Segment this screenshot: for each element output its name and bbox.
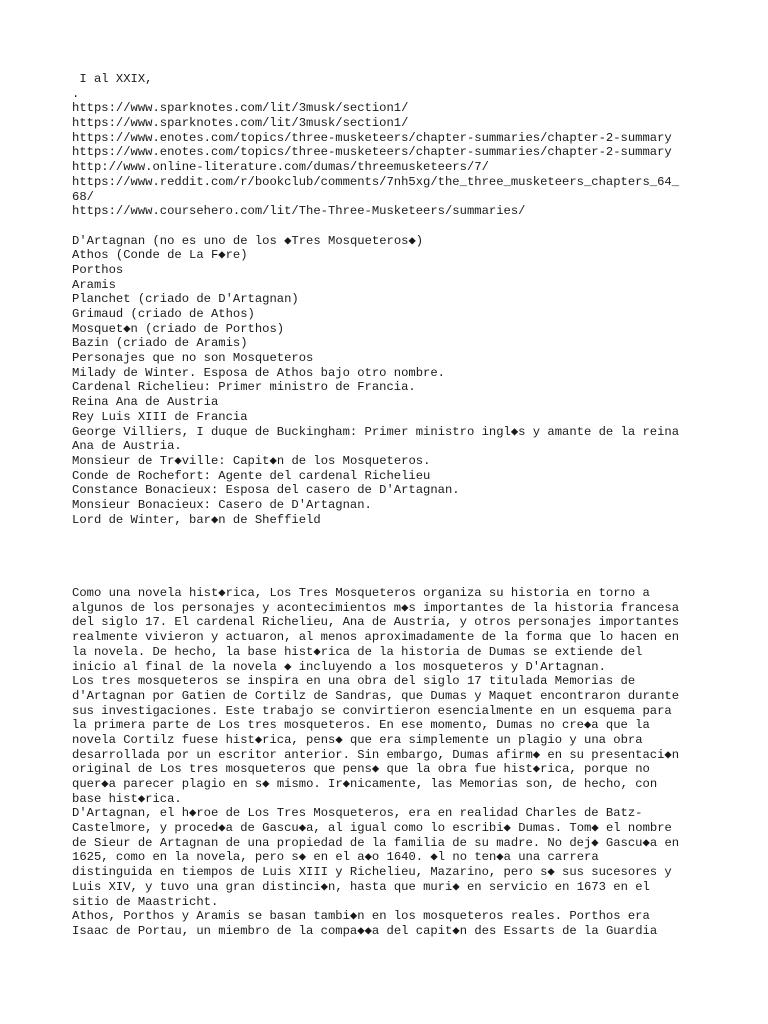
character-line: Reina Ana de Austria [72, 395, 219, 410]
body-line: sus investigaciones. Este trabajo se convirtieron esencialmente en un esquema para [72, 703, 672, 718]
link-line: https://www.reddit.com/r/bookclub/comments/7nh5xg/the_three_musketeers_chapters_64_ [72, 174, 680, 189]
header-block [72, 72, 732, 101]
character-line: Monsieur de Tr◆ville: Capit◆n de los Mosqueteros. [72, 453, 431, 468]
character-line: Planchet (criado de D'Artagnan) [72, 292, 299, 307]
character-line: Cardenal Richelieu: Primer ministro de Francia. [72, 380, 416, 395]
body-line: inicio al final de la novela ◆ incluyendo a los mosqueteros y D'Artagnan. [72, 659, 606, 674]
body-line: Castelmore, y proced◆a de Gascu◆a, al igual como lo escribi◆ Dumas. Tom◆ el nombre [72, 821, 672, 836]
body-line: distinguida en tiempos de Luis XIII y Richelieu, Mazarino, pero s◆ sus sucesores y [72, 865, 672, 880]
link-line: https://www.coursehero.com/lit/The-Three-Musketeers/summaries/ [72, 204, 526, 219]
character-line: George Villiers, I duque de Buckingham: Primer ministro ingl◆s y amante de la reina [72, 424, 680, 439]
body-line: algunos de los personajes y acontecimientos m◆s importantes de la historia francesa [72, 600, 680, 615]
character-line: D'Artagnan (no es uno de los ◆Tres Mosqueteros◆) [72, 233, 424, 248]
body-line: novela Cortilz fuese hist◆rica, pens◆ que era simplemente un plagio y una obra [72, 732, 643, 747]
character-line: Aramis [72, 277, 116, 292]
body-line: d'Artagnan por Gatien de Cortilz de Sandras, que Dumas y Maquet encontraron durante [72, 688, 680, 703]
body-line: 1625, como en la novela, pero s◆ en el a◆o 1640. ◆l no ten◆a una carrera [72, 850, 599, 865]
character-line: Ana de Austria. [72, 439, 182, 454]
character-line: Personajes que no son Mosqueteros [72, 351, 314, 366]
body-line: realmente vivieron y actuaron, al menos aproximadamente de la forma que lo hacen en [72, 630, 680, 645]
character-line: Lord de Winter, bar◆n de Sheffield [72, 512, 321, 527]
link-line: https://www.enotes.com/topics/three-musketeers/chapter-summaries/chapter-2-summary [72, 145, 672, 160]
link-line: https://www.sparknotes.com/lit/3musk/section1/ [72, 116, 409, 131]
body-line: de Sieur de Artagnan de una propiedad de la familia de su madre. No dej◆ Gascu◆a en [72, 835, 680, 850]
character-line: Monsieur Bonacieux: Casero de D'Artagnan. [72, 497, 372, 512]
character-line: Athos (Conde de La F◆re) [72, 248, 248, 263]
link-list [72, 101, 732, 219]
character-line: Porthos [72, 262, 124, 277]
body-line: la primera parte de Los tres mosqueteros. En ese momento, Dumas no cre◆a que la [72, 718, 650, 733]
body-line: base hist◆rica. [72, 791, 182, 806]
body-line: original de Los tres mosqueteros que pens◆ que la obra fue hist◆rica, porque no [72, 762, 650, 777]
body-line: Los tres mosqueteros se inspira en una obra del siglo 17 titulada Memorias de [72, 674, 636, 689]
header-line: . [72, 86, 80, 101]
character-line: Conde de Rochefort: Agente del cardenal Richelieu [72, 468, 431, 483]
link-line: 68/ [72, 189, 94, 204]
body-line: del siglo 17. El cardenal Richelieu, Ana de Austria, y otros personajes importantes [72, 615, 680, 630]
link-line: https://www.sparknotes.com/lit/3musk/section1/ [72, 101, 409, 116]
body-line: la novela. De hecho, la base hist◆rica de la historia de Dumas se extiende del [72, 644, 643, 659]
body-line: Isaac de Portau, un miembro de la compa◆◆a del capit◆n des Essarts de la Guardia [72, 923, 658, 938]
body-line: D'Artagnan, el h◆roe de Los Tres Mosqueteros, era en realidad Charles de Batz- [72, 806, 643, 821]
character-line: Milady de Winter. Esposa de Athos bajo otro nombre. [72, 365, 445, 380]
spacer [72, 219, 732, 234]
body-line: Como una novela hist◆rica, Los Tres Mosqueteros organiza su historia en torno a [72, 586, 650, 601]
character-list [72, 234, 732, 528]
link-line: https://www.enotes.com/topics/three-musketeers/chapter-summaries/chapter-2-summary [72, 130, 672, 145]
spacer [72, 527, 732, 586]
body-line: desarrollada por un escritor anterior. Sin embargo, Dumas afirm◆ en su presentaci◆n [72, 747, 680, 762]
character-line: Bazin (criado de Aramis) [72, 336, 248, 351]
body-line: Luis XIV, y tuvo una gran distinci◆n, hasta que muri◆ en servicio en 1673 en el [72, 879, 650, 894]
link-line: http://www.online-literature.com/dumas/threemusketeers/7/ [72, 160, 489, 175]
body-text [72, 586, 732, 939]
body-line: quer◆a parecer plagio en s◆ mismo. Ir◆nicamente, las Memorias son, de hecho, con [72, 777, 658, 792]
body-line: sitio de Maastricht. [72, 894, 219, 909]
document-page [72, 72, 732, 939]
character-line: Grimaud (criado de Athos) [72, 307, 255, 321]
character-line: Rey Luis XIII de Francia [72, 409, 248, 424]
body-line: Athos, Porthos y Aramis se basan tambi◆n en los mosqueteros reales. Porthos era [72, 909, 650, 924]
character-line: Constance Bonacieux: Esposa del casero de D'Artagnan. [72, 483, 460, 498]
character-line: Mosquet◆n (criado de Porthos) [72, 321, 285, 336]
header-line: I al XXIX, [72, 72, 153, 86]
